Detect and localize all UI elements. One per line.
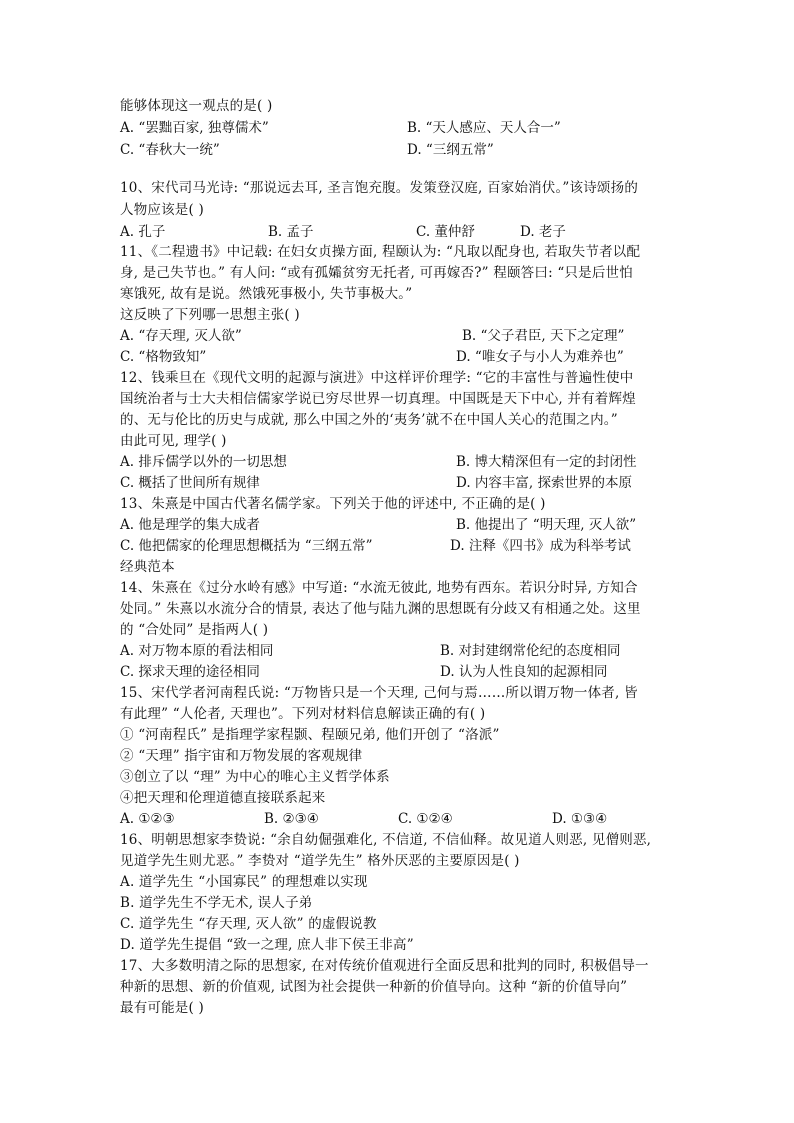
q15-option-b: B. ②③④ <box>264 811 319 827</box>
q16-option-c: C. 道学先生 “存天理, 灭人欲” 的虚假说教 <box>120 916 377 932</box>
q13-option-d: D. 注释《四书》成为科举考试 <box>450 538 631 554</box>
q11-option-a: A. “存天理, 灭人欲” <box>120 328 242 344</box>
q12-stem-1: 12、钱乘旦在《现代文明的起源与演进》中这样评价理学: “它的丰富性与普遍性使中 <box>120 370 634 386</box>
q15-option-a: A. ①②③ <box>120 811 175 827</box>
q16-option-b: B. 道学先生不学无术, 误人子弟 <box>120 895 313 911</box>
q15-option-d: D. ①③④ <box>552 811 608 827</box>
q12-option-b: B. 博大精深但有一定的封闭性 <box>456 454 637 470</box>
q9-option-d: D. “三纲五常” <box>407 142 494 158</box>
q13-option-a: A. 他是理学的集大成者 <box>120 517 260 533</box>
q12-option-c: C. 概括了世间所有规律 <box>120 475 260 491</box>
q9-option-c: C. “春秋大一统” <box>120 142 220 158</box>
q11-stem-3: 寒饿死, 故有是说。然饿死事极小, 失节事极大。” <box>120 286 413 302</box>
q10-option-b: B. 孟子 <box>268 224 314 240</box>
q15-statement-3: ③创立了以 “理” 为中心的唯心主义哲学体系 <box>120 769 390 785</box>
q15-stem-1: 15、宋代学者河南程氏说: “万物皆只是一个天理, 己何与焉……所以谓万物一体者, 皆 <box>120 685 638 701</box>
q14-stem-2: 处同。” 朱熹以水流分合的情景, 表达了他与陆九渊的思想既有分歧又有相通之处。这里 <box>120 601 641 617</box>
q13-option-d-cont: 经典范本 <box>120 559 175 575</box>
q14-stem-3: 的 “合处同” 是指两人( ) <box>120 622 269 638</box>
q13-stem-1: 13、朱熹是中国古代著名儒学家。下列关于他的评述中, 不正确的是( ) <box>120 496 546 512</box>
q15-statement-2: ② “天理” 指宇宙和万物发展的客观规律 <box>120 748 363 764</box>
q12-option-d: D. 内容丰富, 探索世界的本原 <box>456 475 633 491</box>
q12-stem-4: 由此可见, 理学( ) <box>120 433 227 449</box>
q17-stem-3: 最有可能是( ) <box>120 1000 204 1016</box>
q16-stem-2: 见道学先生则尤恶。” 李贽对 “道学先生” 格外厌恶的主要原因是( ) <box>120 853 520 869</box>
q13-option-b: B. 他提出了 “明天理, 灭人欲” <box>456 517 637 533</box>
q15-statement-1: ① “河南程氏” 是指理学家程颢、程颐兄弟, 他们开创了 “洛派” <box>120 727 500 743</box>
q15-statement-4: ④把天理和伦理道德直接联系起来 <box>120 790 326 806</box>
q12-stem-3: 的、无与伦比的历史与成就, 那么中国之外的‘夷务’就不在中国人关心的范围之内。” <box>120 412 618 428</box>
q13-option-c: C. 他把儒家的伦理思想概括为 “三纲五常” <box>120 538 373 554</box>
q9-stem: 能够体现这一观点的是( ) <box>120 98 273 114</box>
q15-stem-2: 有此理” “人伦者, 天理也”。下列对材料信息解读正确的有( ) <box>120 706 486 722</box>
q10-stem-1: 10、宋代司马光诗: “那说远去耳, 圣言饱充腹。发策登汉庭, 百家始消伏。”该诗颂扬的 <box>120 180 639 196</box>
q14-option-a: A. 对万物本原的看法相同 <box>120 643 274 659</box>
q11-option-d: D. “唯女子与小人为难养也” <box>456 349 624 365</box>
q11-option-c: C. “格物致知” <box>120 349 207 365</box>
q12-stem-2: 国统治者与士大夫相信儒家学说已穷尽世界一切真理。中国既是天下中心, 并有着辉煌 <box>120 391 636 407</box>
q10-option-c: C. 董仲舒 <box>416 224 475 240</box>
q9-option-b: B. “天人感应、天人合一” <box>407 120 561 136</box>
q11-stem-2: 身, 是己失节也。” 有人问: “或有孤孀贫穷无托者, 可再嫁否?” 程颐答曰: “只是后世怕 <box>120 265 633 281</box>
q11-stem-1: 11、《二程遗书》中记载: 在妇女贞操方面, 程颐认为: “凡取以配身也, 若取失节者以配 <box>120 244 641 260</box>
q10-stem-2: 人物应该是( ) <box>120 202 204 218</box>
q10-option-d: D. 老子 <box>520 224 566 240</box>
q16-option-d: D. 道学先生提倡 “致一之理, 庶人非下侯王非高” <box>120 937 414 953</box>
q16-stem-1: 16、明朝思想家李贽说: “余自幼倔强难化, 不信道, 不信仙释。故见道人则恶, 见僧则恶, <box>120 832 652 848</box>
q14-option-c: C. 探求天理的途径相同 <box>120 664 260 680</box>
q11-option-b: B. “父子君臣, 天下之定理” <box>462 328 625 344</box>
q12-option-a: A. 排斥儒学以外的一切思想 <box>120 454 287 470</box>
q10-option-a: A. 孔子 <box>120 224 166 240</box>
q16-option-a: A. 道学先生 “小国寡民” 的理想难以实现 <box>120 874 368 890</box>
q11-stem-4: 这反映了下列哪一思想主张( ) <box>120 307 300 323</box>
q17-stem-2: 种新的思想、新的价值观, 试图为社会提供一种新的价值导向。这种 “新的价值导向” <box>120 979 628 995</box>
q14-stem-1: 14、朱熹在《过分水岭有感》中写道: “水流无彼此, 地势有西东。若识分时异, 方知合 <box>120 580 638 596</box>
q17-stem-1: 17、大多数明清之际的思想家, 在对传统价值观进行全面反思和批判的同时, 积极倡导一 <box>120 958 649 974</box>
q14-option-d: D. 认为人性良知的起源相同 <box>440 664 608 680</box>
q15-option-c: C. ①②④ <box>398 811 453 827</box>
q14-option-b: B. 对封建纲常伦纪的态度相同 <box>440 643 621 659</box>
q9-option-a: A. “罢黜百家, 独尊儒术” <box>120 120 269 136</box>
